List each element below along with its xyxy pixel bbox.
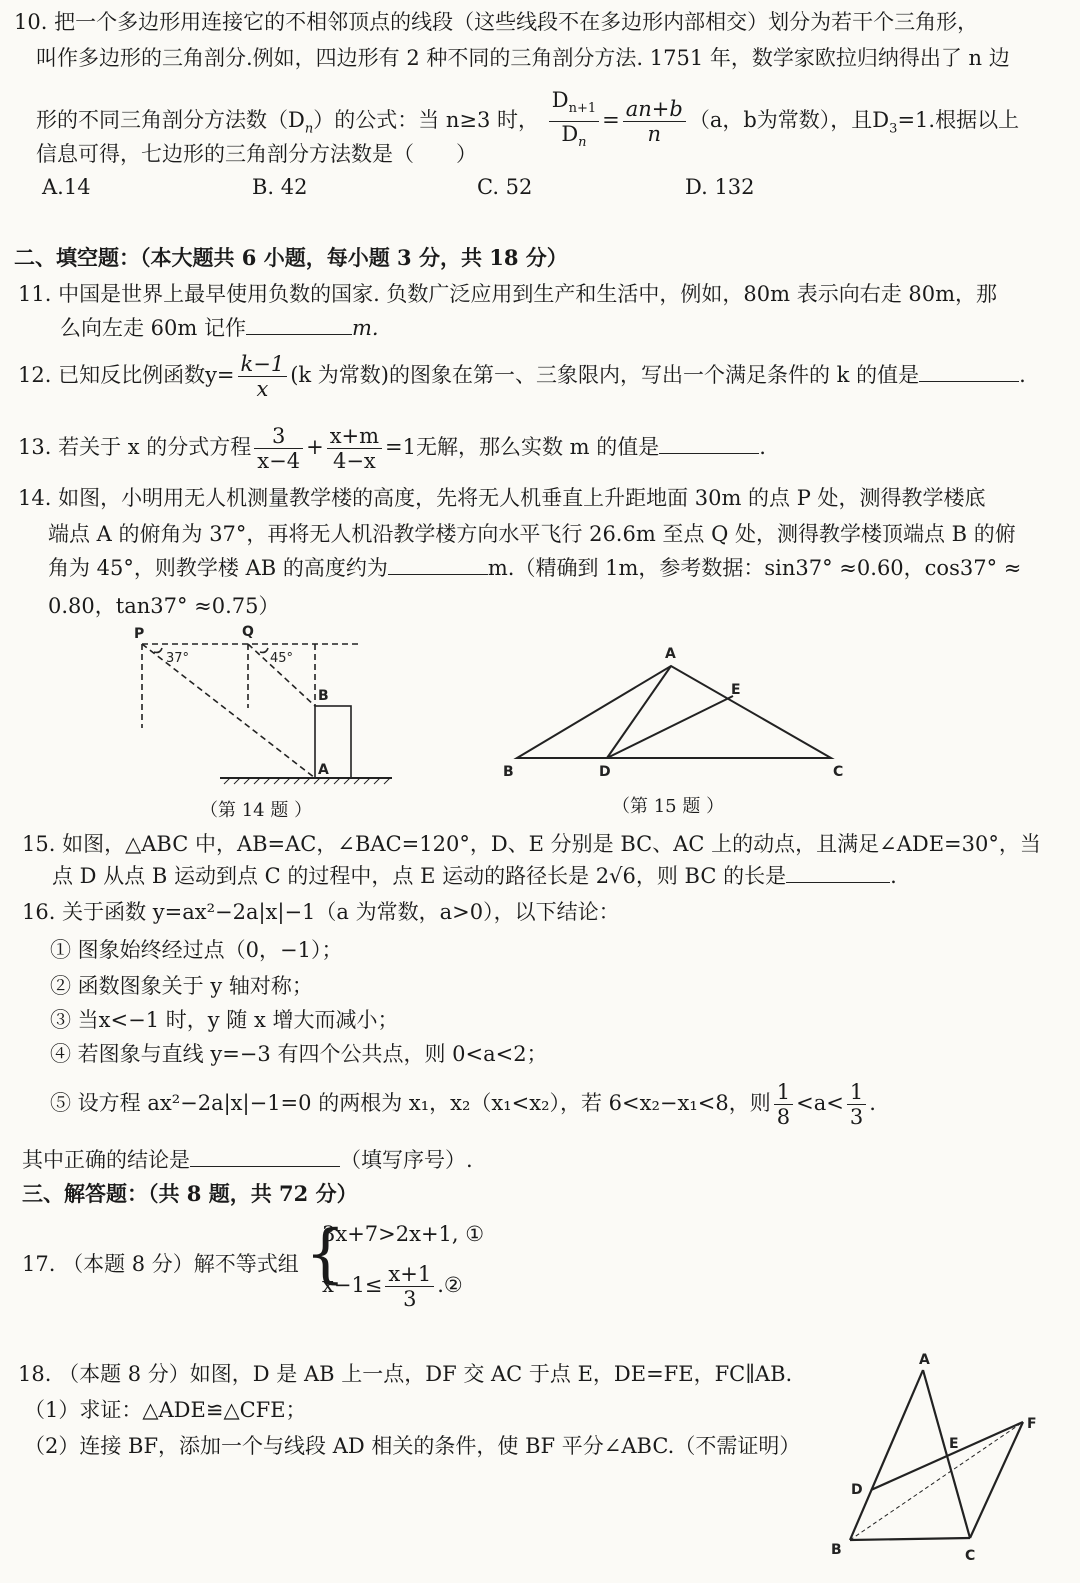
q14-line1: 14. 如图，小明用无人机测量教学楼的高度，先将无人机垂直上升距地面 30m 的点 P 处，测得教学楼底 xyxy=(18,486,986,510)
fig14-label-p: P xyxy=(134,626,145,642)
q10-line4: 信息可得，七边形的三角剖分方法数是（ ） xyxy=(36,142,477,166)
q11-line1: 11. 中国是世界上最早使用负数的国家. 负数广泛应用到生产和生活中，例如，80m 表示向右走 80m，那 xyxy=(18,282,998,306)
fig14-angle-45: 45° xyxy=(270,651,294,666)
q10-line2: 叫作多边形的三角剖分.例如，四边形有 2 种不同的三角剖分方法. 1751 年，数学家欧拉归纳得出了 n 边 xyxy=(36,46,1010,70)
q11-line2: 么向左走 60m 记作 m. xyxy=(60,316,379,340)
fig15-label-b: B xyxy=(503,764,514,780)
figure-14 xyxy=(120,618,400,798)
q16-conclusion-2: ② 函数图象关于 y 轴对称； xyxy=(50,974,313,998)
figure-15 xyxy=(495,640,855,790)
fig15-caption: （第 15 题 ） xyxy=(612,796,725,817)
q16-answer-line: 其中正确的结论是 （填写序号）. xyxy=(22,1148,473,1172)
q17-prompt: 17. （本题 8 分）解不等式组 xyxy=(22,1252,299,1276)
q16-conclusion-3: ③ 当x<−1 时，y 随 x 增大而减小； xyxy=(50,1008,399,1032)
figure-18 xyxy=(825,1350,1050,1575)
q12-line: 12. 已知反比例函数y= $\frac{k-1}{x}$ (k 为常数)的图象在第一、三象限内，写出一个满足条件的 k 的值是 . xyxy=(18,352,1026,401)
q10-line3: 形的不同三角剖分方法数$(D_n)$的公式：当 n≥3 时， $\frac{D_{n+1}}{D_n}$ = $\frac{an+b}{n}$ （a，b为常数），且$D_3=1$.根据以上 xyxy=(36,88,1019,155)
fig15-label-a: A xyxy=(665,646,676,662)
fig14-label-a: A xyxy=(318,762,329,778)
section-2-heading: 二、填空题：（本大题共 6 小题，每小题 3 分，共 18 分） xyxy=(14,245,568,270)
fig15-label-d: D xyxy=(599,764,611,780)
q10-ratio-fraction: $\frac{D_{n+1}}{D_n}$ xyxy=(549,88,599,155)
fig14-angle-37: 37° xyxy=(166,651,190,666)
q14-line3: 角为 45°，则教学楼 AB 的高度约为 m.（精确到 1m，参考数据：sin37° ≈0.60，cos37° ≈ xyxy=(48,556,1022,580)
q10-option-b: B. 42 xyxy=(252,175,308,199)
fig15-label-e: E xyxy=(731,682,741,698)
fig18-label-b: B xyxy=(831,1542,842,1558)
q10-rhs-fraction: $\frac{an+b}{n}$ xyxy=(623,97,686,146)
fig18-label-f: F xyxy=(1027,1416,1037,1432)
fig18-label-c: C xyxy=(965,1548,976,1564)
q15-line2: 点 D 从点 B 运动到点 C 的过程中，点 E 运动的路径长是 2√6，则 BC 的长是 . xyxy=(52,864,897,888)
q10-line1: 10. 把一个多边形用连接它的不相邻顶点的线段（这些线段不在多边形内部相交）划分为若干个三角形， xyxy=(14,10,979,34)
q14-line2: 端点 A 的俯角为 37°，再将无人机沿教学楼方向水平飞行 26.6m 至点 Q 处，测得教学楼顶端点 B 的俯 xyxy=(48,522,1016,546)
q14-line4: 0.80，tan37° ≈0.75） xyxy=(48,594,280,618)
q15-line1: 15. 如图，△ABC 中，AB=AC，∠BAC=120°，D、E 分别是 BC、AC 上的动点，且满足∠ADE=30°，当 xyxy=(22,832,1041,856)
q17-inequality-1: 3x+7>2x+1, ① xyxy=(322,1222,485,1246)
section-3-heading: 三、解答题：（共 8 题，共 72 分） xyxy=(22,1181,358,1206)
fig18-label-d: D xyxy=(851,1482,863,1498)
q18-line2: （1）求证：△ADE≌△CFE； xyxy=(24,1398,307,1422)
fig14-label-b: B xyxy=(318,688,329,704)
q18-line3: （2）连接 BF，添加一个与线段 AD 相关的条件，使 BF 平分∠ABC.（不需证明） xyxy=(24,1434,801,1458)
fig18-label-e: E xyxy=(949,1436,959,1452)
q10-option-a: A.14 xyxy=(42,175,91,199)
q16-line1: 16. 关于函数 y=ax²−2a|x|−1（a 为常数，a>0），以下结论： xyxy=(22,900,620,924)
q18-line1: 18. （本题 8 分）如图，D 是 AB 上一点，DF 交 AC 于点 E，DE=FE，FC∥AB. xyxy=(18,1362,793,1386)
q13-line: 13. 若关于 x 的分式方程 $\frac{3}{x-4}$ + $\frac{x+m}{4-x}$ =1无解，那么实数 m 的值是 . xyxy=(18,424,766,473)
q16-conclusion-4: ④ 若图象与直线 y=−3 有四个公共点，则 0<a<2； xyxy=(50,1042,548,1066)
fig14-label-q: Q xyxy=(242,624,254,640)
fig14-caption: （第 14 题 ） xyxy=(200,800,313,821)
q17-brace: { xyxy=(305,1217,346,1291)
q17-inequality-2: x−1≤ $\frac{x+1}{3}$ .② xyxy=(322,1262,463,1311)
q10-option-c: C. 52 xyxy=(477,175,533,199)
q16-conclusion-1: ① 图象始终经过点（0，−1）； xyxy=(50,938,343,962)
fig15-label-c: C xyxy=(833,764,844,780)
q16-conclusion-5: ⑤ 设方程 ax²−2a|x|−1=0 的两根为 x₁，x₂（x₁<x₂），若 6<x₂−x₁<8，则 $\frac{1}{8}$ <a< $\frac{1}{3}$ . xyxy=(50,1080,876,1129)
q10-option-d: D. 132 xyxy=(685,175,755,199)
fig18-label-a: A xyxy=(919,1352,930,1368)
